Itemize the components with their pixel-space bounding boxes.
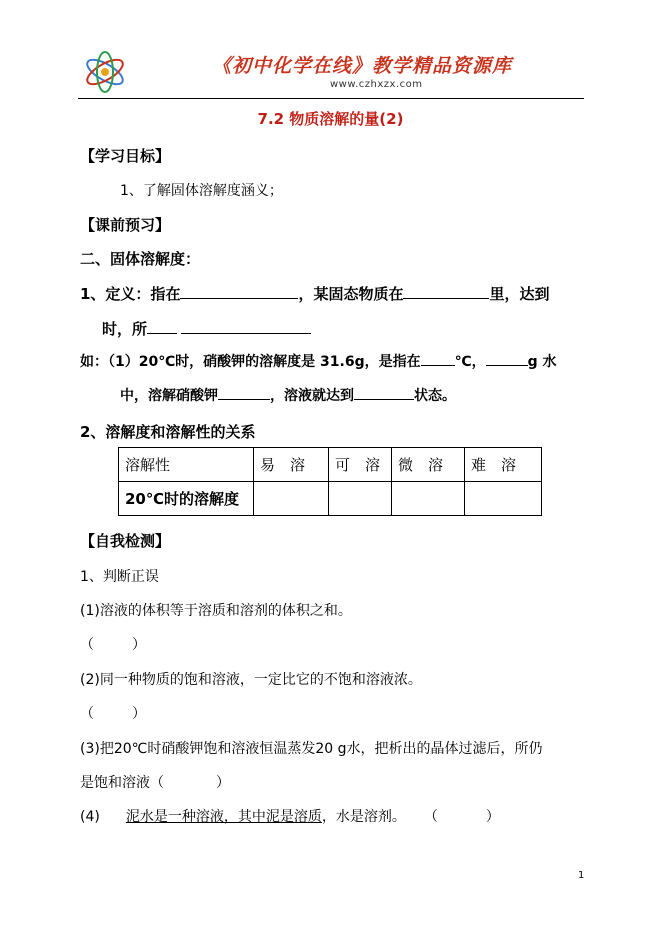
example-text-b: ℃，	[454, 354, 486, 370]
atom-logo-icon	[80, 48, 130, 96]
table-cell-blank[interactable]	[392, 482, 465, 516]
question-4	[80, 806, 500, 826]
q4-text-b: ，水是溶剂。	[321, 809, 406, 825]
definition-line	[80, 283, 549, 304]
solubility-table	[118, 447, 542, 516]
judge-heading: 1、判断正误	[80, 569, 159, 585]
table-row	[119, 482, 542, 516]
table-cell-blank[interactable]	[465, 482, 542, 516]
table-cell: 可 溶	[329, 448, 392, 482]
blank-1[interactable]	[180, 284, 298, 299]
page-title: 7.2 物质溶解的量(2)	[257, 110, 404, 128]
table-cell: 溶解性	[119, 448, 254, 482]
paren-close: ）	[216, 775, 230, 791]
page-number: 1	[578, 870, 585, 881]
example-line	[80, 351, 556, 371]
example-text-e: ，溶液就达到	[270, 388, 354, 404]
question-2: (2)同一种物质的饱和溶液，一定比它的不饱和溶液浓。	[80, 672, 422, 688]
table-cell: 易 溶	[254, 448, 329, 482]
preview-heading: 【课前预习】	[80, 216, 171, 234]
example-text-c: g 水	[527, 354, 557, 370]
table-cell: 微 溶	[392, 448, 465, 482]
goals-heading: 【学习目标】	[80, 147, 171, 165]
table-cell-blank[interactable]	[329, 482, 392, 516]
q4-number: (4)	[80, 809, 100, 825]
paren-close: ）	[132, 637, 146, 653]
q4-text-a: 泥水是一种溶液，其中泥是溶质	[125, 809, 322, 825]
question-1: (1)溶液的体积等于溶质和溶剂的体积之和。	[80, 603, 352, 619]
answer-paren-1[interactable]	[80, 634, 146, 654]
blank-5[interactable]	[486, 351, 528, 366]
blank-2[interactable]	[403, 284, 489, 299]
paren-close: ）	[132, 706, 146, 722]
paren-open: （	[80, 706, 94, 722]
def-text-c: 里，达到	[489, 285, 550, 303]
table-row	[119, 448, 542, 482]
def-text-b: ，某固态物质在	[298, 285, 404, 303]
paren-close: ）	[485, 809, 500, 825]
def-text-d: 时，所	[102, 320, 148, 338]
blank-7[interactable]	[354, 385, 414, 400]
example-text-a: 如：（1）20℃时，硝酸钾的溶解度是 31.6g，是指在	[80, 354, 421, 370]
blank-3b[interactable]	[181, 319, 311, 334]
table-cell: 难 溶	[465, 448, 542, 482]
header-url[interactable]: www.czhxzx.com	[330, 79, 423, 90]
relation-heading: 2、溶解度和溶解性的关系	[80, 423, 256, 441]
paren-open: （	[423, 809, 438, 825]
table-cell-blank[interactable]	[254, 482, 329, 516]
question-3-line-2	[80, 772, 230, 792]
part2-heading: 二、固体溶解度：	[80, 250, 201, 268]
header-divider	[78, 98, 584, 99]
paren-open: （	[80, 637, 94, 653]
example-line-2	[120, 385, 456, 405]
blank-4[interactable]	[421, 351, 455, 366]
table-cell: 20℃时的溶解度	[119, 482, 254, 516]
def-text-a: 1、定义：指在	[80, 285, 181, 303]
goal-1: 1、了解固体溶解度涵义；	[120, 183, 283, 199]
answer-paren-2[interactable]	[80, 703, 146, 723]
header-banner: 《初中化学在线》教学精品资源库	[212, 55, 513, 77]
question-3-line-1: (3)把20℃时硝酸钾饱和溶液恒温蒸发20 g水，把析出的晶体过滤后，所仍	[80, 741, 543, 757]
example-text-d: 中，溶解硝酸钾	[120, 388, 218, 404]
definition-line-2	[102, 318, 311, 339]
self-check-heading: 【自我检测】	[80, 532, 171, 550]
q3-text: 是饱和溶液（	[80, 775, 164, 791]
blank-6[interactable]	[218, 385, 270, 400]
example-text-f: 状态。	[414, 388, 456, 404]
blank-3a[interactable]	[147, 319, 177, 334]
